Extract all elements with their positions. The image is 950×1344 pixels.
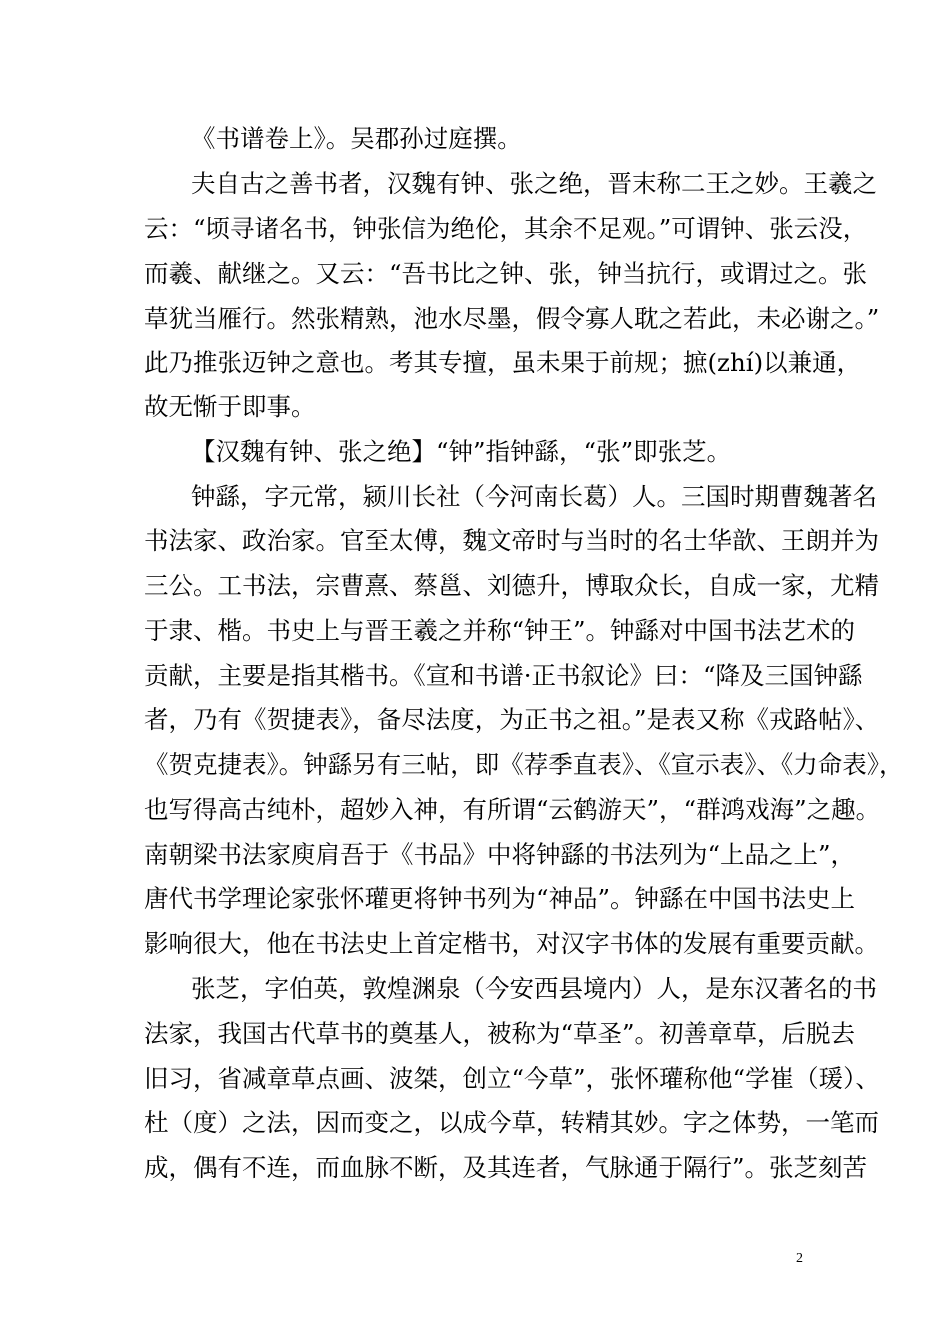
text-line: 于隶、楷。书史上与晋王羲之并称“钟王”。钟繇对中国书法艺术的 [144,616,856,645]
text-line: 《书谱卷上》。吴郡孙过庭撰。 [191,124,522,153]
text-line: 钟繇，字元常，颍川长社（今河南长葛）人。三国时期曹魏著名 [191,482,877,511]
text-line: 法家，我国古代草书的奠基人，被称为“草圣”。初善章草，后脱去 [144,1019,856,1048]
text-line: 旧习，省减章草点画、波桀，创立“今草”，张怀瓘称他“学崔（瑗）、 [144,1064,880,1093]
text-line: 草犹当雁行。然张精熟，池水尽墨，假令寡人耽之若此，未必谢之。” [144,304,880,333]
text-line: 【汉魏有钟、张之绝】“钟”指钟繇，“张”即张芝。 [191,437,732,466]
text-line: 云：“顷寻诸名书，钟张信为绝伦，其余不足观。”可谓钟、张云没， [144,214,868,243]
page-number: 2 [796,1251,803,1266]
text-line: 书法家、政治家。官至太傅，魏文帝时与当时的名士华歆、王朗并为 [144,526,879,555]
text-line: 故无惭于即事。 [144,392,316,421]
text-line: 南朝梁书法家庾肩吾于《书品》中将钟繇的书法列为“上品之上”， [144,840,856,869]
text-line: 贡献，主要是指其楷书。《宣和书谱·正书叙论》曰：“降及三国钟繇 [144,661,863,690]
text-line: 也写得高古纯朴，超妙入神，有所谓“云鹤游天”，“群鸿戏海”之趣。 [144,795,881,824]
text-line: 唐代书学理论家张怀瓘更将钟书列为“神品”。钟繇在中国书法史上 [144,884,856,913]
text-line: 者，乃有《贺捷表》，备尽法度，为正书之祖。”是表又称《戎路帖》、 [144,705,880,734]
text-line: 张芝，字伯英，敦煌渊泉（今安西县境内）人，是东汉著名的书 [191,974,877,1003]
text-line: 夫自古之善书者，汉魏有钟、张之绝，晋末称二王之妙。王羲之 [191,169,877,198]
text-line: 成，偶有不连，而血脉不断，及其连者，气脉通于隔行”。张芝刻苦 [144,1153,868,1182]
text-line: 三公。工书法，宗曹熹、蔡邕、刘德升，博取众长，自成一家，尤精 [144,571,879,600]
text-line: 影响很大，他在书法史上首定楷书，对汉字书体的发展有重要贡献。 [144,929,879,958]
text-line: 《贺克捷表》。钟繇另有三帖，即《荐季直表》、《宣示表》、《力命表》， [144,750,904,779]
text-line: 而羲、献继之。又云：“吾书比之钟、张，钟当抗行，或谓过之。张 [144,259,868,288]
text-line: 此乃推张迈钟之意也。考其专擅，虽未果于前规；摭(zhí)以兼通， [144,348,862,377]
text-line: 杜（度）之法，因而变之，以成今草，转精其妙。字之体势，一笔而 [144,1108,879,1137]
